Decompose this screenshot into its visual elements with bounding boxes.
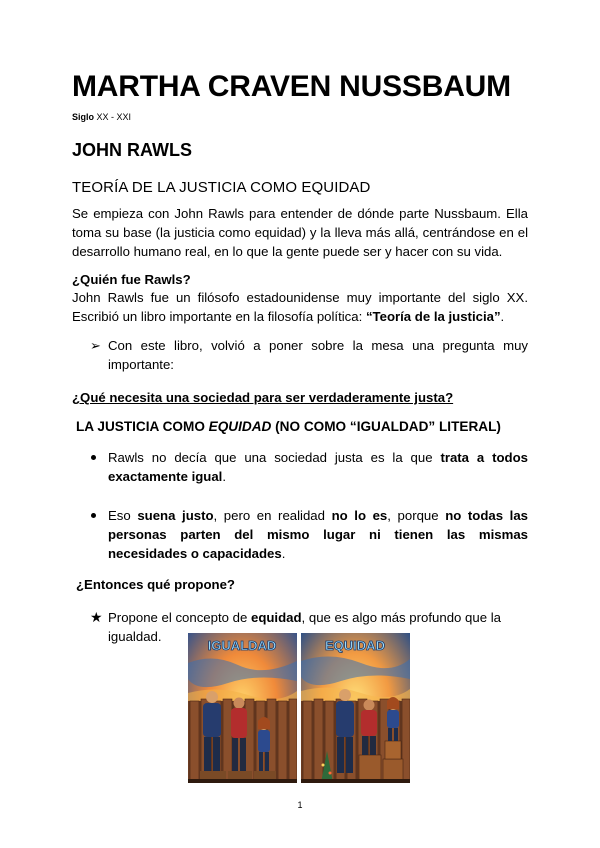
- star-post: , que es algo más profundo que la igualdad.: [108, 610, 501, 644]
- who-text: John Rawls fue un filósofo estadounidense muy importante del siglo XX. Escribió un libro importante en la filosofía política:: [72, 290, 528, 324]
- equity-heading: [72, 419, 528, 434]
- who-paragraph: [72, 288, 528, 326]
- star-pre: Propone el concepto de: [108, 610, 251, 625]
- arrow-item: [72, 336, 528, 374]
- equity-heading-em: EQUIDAD: [208, 419, 272, 434]
- key-question: ¿Qué necesita una sociedad para ser verdaderamente justa?: [72, 390, 454, 405]
- intro-paragraph: Se empieza con John Rawls para entender de dónde parte Nussbaum. Ella toma su base (la justicia como equidad) y la lleva más allá, centrándose en el desarrollo humano real, en lo que la gente puede ser y hacer con su vida.: [72, 206, 528, 259]
- star-icon: ★: [90, 609, 103, 625]
- document-title: MARTHA CRAVEN NUSSBAUM: [72, 70, 511, 103]
- then-heading: ¿Entonces qué propone?: [76, 577, 235, 592]
- bullet2-d: no lo es: [331, 508, 388, 523]
- bullet-item: [72, 506, 528, 563]
- star-bold: equidad: [250, 610, 302, 625]
- bullet2-e: , porque: [387, 508, 446, 523]
- bullet-dot: [91, 455, 96, 460]
- bullet2-c: , pero en realidad: [213, 508, 332, 523]
- bullet1-bold: trata a todos exactamente igual: [108, 450, 528, 484]
- equity-heading-post: (NO COMO “IGUALDAD” LITERAL): [271, 419, 501, 434]
- who-heading: ¿Quién fue Rawls?: [72, 272, 191, 287]
- arrow-text: Con este libro, volvió a poner sobre la mesa una pregunta muy importante:: [108, 338, 528, 372]
- equality-panel: [188, 633, 297, 783]
- equity-heading-pre: LA JUSTICIA COMO: [76, 419, 209, 434]
- bullet1-pre: Rawls no decía que una sociedad justa es la que: [108, 450, 441, 465]
- bullet2-g: .: [281, 546, 286, 561]
- illustration-svg: [188, 633, 410, 783]
- arrow-marker: ➢: [90, 338, 102, 353]
- equality-label: IGUALDAD: [207, 638, 277, 653]
- book-title: “Teoría de la justicia”: [365, 309, 501, 324]
- bullet2-a: Eso: [108, 508, 138, 523]
- bullet2-f: no todas las personas parten del mismo lugar ni tienen las mismas necesidades o capacidades: [108, 508, 529, 561]
- equity-panel: [301, 633, 410, 783]
- page-number: 1: [297, 800, 303, 810]
- equity-label: EQUIDAD: [325, 638, 385, 653]
- bullet-item: [72, 448, 528, 486]
- bullet1-post: .: [222, 469, 227, 484]
- who-text-end: .: [500, 309, 505, 324]
- section-title: JOHN RAWLS: [72, 140, 193, 160]
- document-subtitle: [72, 112, 528, 122]
- document-page: [72, 68, 528, 646]
- subsection-title: TEORÍA DE LA JUSTICIA COMO EQUIDAD: [72, 179, 371, 196]
- subtitle-rest: XX - XXI: [94, 112, 132, 122]
- subtitle-bold: Siglo: [72, 112, 94, 122]
- bullet2-b: suena justo: [137, 508, 214, 523]
- bullet-dot: [91, 513, 96, 518]
- equality-equity-illustration: [188, 633, 410, 783]
